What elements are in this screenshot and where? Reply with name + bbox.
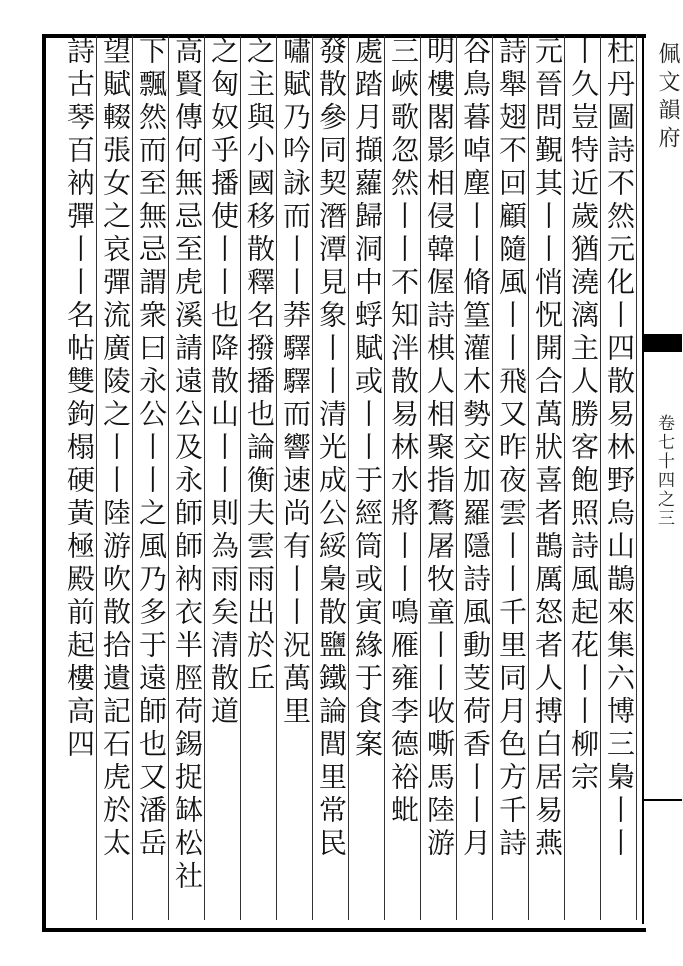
column-rule — [168, 36, 169, 920]
column-rule — [204, 36, 205, 920]
column-rule — [528, 36, 529, 920]
text-column-8: 處踏月擷蘿歸洞中蜉賦或丨丨于經筒或寅緣于食案 — [351, 36, 384, 762]
column-rule — [132, 36, 133, 920]
text-column-2: 丨久豈特近歲猶澆漓主人勝客飽照詩風起花丨丨柳宗 — [567, 36, 600, 795]
text-column-1: 杜丹圖詩不然元化丨四散易林野烏山鵲來集六博三梟丨丨 — [603, 36, 636, 861]
juan-label: 卷七十四之三 — [654, 414, 674, 528]
column-rule — [276, 36, 277, 920]
page-margin — [642, 34, 683, 924]
column-rule — [456, 36, 457, 920]
text-column-15: 望賦輟張女之哀彈流廣陵之丨丨陸游吹散拾遺記石虎於太 — [99, 36, 132, 861]
column-rule — [420, 36, 421, 920]
column-rule — [348, 36, 349, 920]
text-column-14: 下飄然而至無忌謂衆曰永公丨丨之風乃多于遠師也又潘岳 — [135, 36, 168, 861]
text-column-13: 高賢傳何無忌至虎溪請遠公及永師師衲衣半脛荷錫捉缽松社 — [171, 36, 204, 894]
column-rule — [564, 36, 565, 920]
text-column-10: 嘯賦乃吟詠而丨丨莽驛驛而響速尚有丨丨況萬里 — [279, 36, 312, 729]
margin-rule — [642, 799, 682, 801]
text-column-11: 之主與小國移散釋名撥播也論衡夫雲雨出於丘 — [243, 36, 276, 696]
column-rule — [636, 36, 637, 920]
text-column-3: 元晉問覲其丨丨悄怳開合萬狀喜者鵲厲怒者人搏白居易燕 — [531, 36, 564, 861]
column-rule — [240, 36, 241, 920]
column-rule — [600, 36, 601, 920]
text-column-4: 詩舉翅不回顧隨風丨丨飛又昨夜雲丨丨千里同月色方千詩 — [495, 36, 528, 861]
column-rule — [384, 36, 385, 920]
text-column-9: 發散參同契潛潭見象丨丨清光成公綏梟散鹽鐵論閭里常民 — [315, 36, 348, 861]
column-rule — [492, 36, 493, 920]
fish-tail-mark — [642, 334, 682, 352]
text-column-5: 谷鳥暮啅塵丨丨脩篁灌木勢交加羅隱詩風動芰荷香丨丨月 — [459, 36, 492, 861]
text-column-16: 詩古琴百衲彈丨丨名帖雙鉤榻硬黃極殿前起樓高四 — [63, 36, 96, 762]
book-title: 佩文韻府 — [655, 42, 680, 154]
column-rule — [312, 36, 313, 920]
column-rule — [96, 36, 97, 920]
text-column-7: 三峽歌忽然丨丨不知泮散易林水將丨丨鳴雁雍李德裕蚍 — [387, 36, 420, 828]
text-column-6: 明樓閣影相侵韓偓詩棋人相聚指鶩屠牧童丨丨收嘶馬陸游 — [423, 36, 456, 861]
text-column-12: 之匈奴乎播使丨丨也降散山丨丨則為雨矣清散道 — [207, 36, 240, 729]
